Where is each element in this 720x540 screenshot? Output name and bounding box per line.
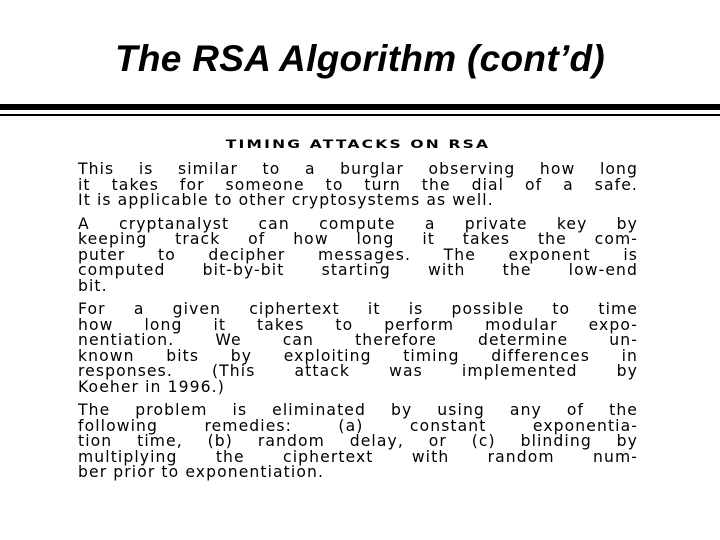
slide-title: The RSA Algorithm (cont’d): [114, 38, 606, 79]
paragraph-1: [78, 162, 638, 209]
text-line: it takes for someone to turn the dial of a safe.: [78, 175, 638, 194]
paragraph-4: [78, 403, 638, 481]
text-line: multiplying the ciphertext with random num-: [78, 447, 638, 466]
section-heading: TIMING ATTACKS ON RSA: [225, 138, 491, 151]
text-line: keeping track of how long it takes the com-: [78, 230, 638, 248]
text-line: following remedies: (a) constant exponentia-: [78, 416, 638, 435]
paragraph-3: [78, 302, 638, 395]
text-line: ber prior to exponentiation.: [78, 463, 324, 481]
text-line: It is applicable to other cryptosystems as well.: [78, 191, 494, 209]
title-divider-thick: [0, 104, 720, 110]
text-line: Koeher in 1996.): [78, 377, 225, 396]
text-line: responses. (This attack was implemented by: [78, 362, 638, 380]
text-line: computed bit-by-bit starting with the low-end: [78, 261, 638, 279]
text-line: A cryptanalyst can compute a private key by: [78, 214, 638, 233]
text-line: bit.: [78, 276, 108, 295]
text-line: known bits by exploiting timing differences in: [78, 346, 638, 365]
scanned-text-block: [78, 138, 638, 489]
title-divider-thin: [0, 114, 720, 116]
text-line: For a given ciphertext it is possible to time: [78, 300, 638, 318]
text-line: The problem is eliminated by using any of the: [78, 401, 638, 419]
paragraph-2: [78, 214, 638, 295]
text-line: This is similar to a burglar observing how long: [78, 160, 638, 178]
text-line: puter to decipher messages. The exponent is: [78, 245, 638, 264]
text-line: nentiation. We can therefore determine un-: [78, 331, 638, 349]
text-line: tion time, (b) random delay, or (c) blinding by: [78, 432, 638, 450]
text-line: how long it takes to perform modular expo-: [78, 315, 638, 334]
